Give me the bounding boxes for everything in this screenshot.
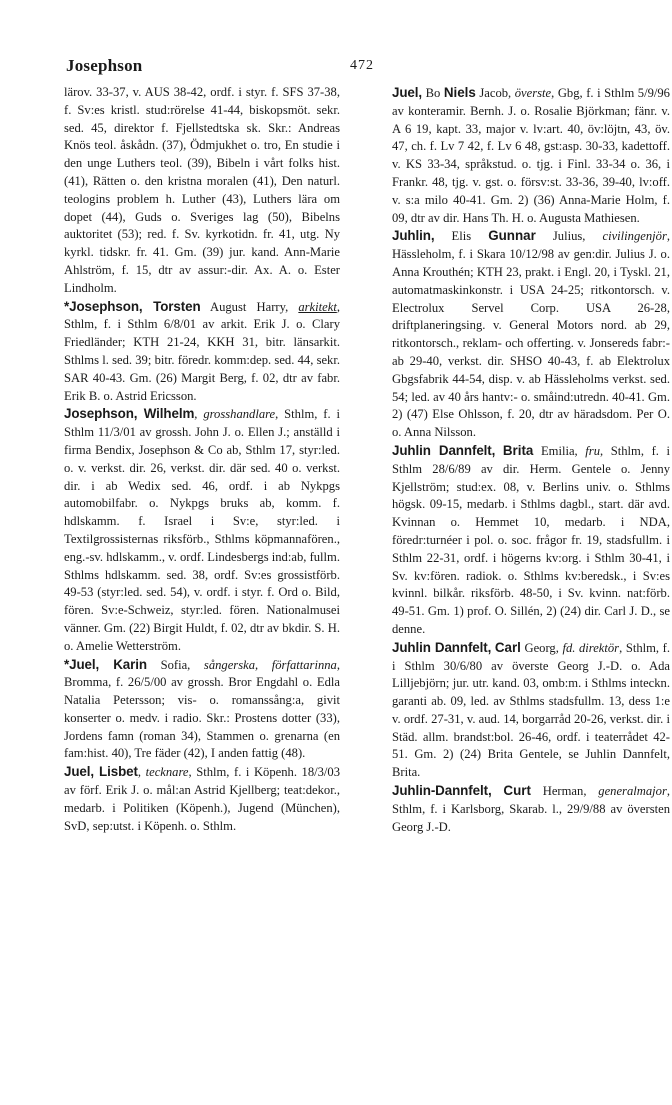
entry-juhlin-dannfelt-brita — [392, 442, 670, 639]
entry-name: Juhlin, — [392, 228, 435, 244]
entry-given-names: Sofia, — [146, 657, 204, 672]
entry-given-names: Herman, — [530, 784, 599, 799]
entry-text: , Sthlm, f. i Sthlm 11/3/01 av grossh. John J. o. Ellen J.; anställd i firma Bendix, Josephson & Co ab, Sthlm 17, styr:led. o. v. verkst. dir. 26, verkst. dir. där sed. 40 o. verkst. dir. i ab Wedix sed. 46, ordf. i ab Nykpgs automobilfabr. o. Nykpgs bruks ab, komm. f. hdlskamm. f. Israel i Sv:e, styr:led. i Textilgrossisternas riksförb., Sthlms köpmannafören., eng.-sv. hdlskamm., v. ordf. Lindesbergs ind:ab, fullm. Sthlms hdlskamm. sed. 38, ordf. Sv:es grossistförb. 49-53 (styr:led. sed. 54), v. ordf. i styr. f. Ord o. Bild, fören. Sv:e-Schweiz, styr:led. fören. Nationalmusei vänner. Gm. (22) Birgit Huldt, f. 02, dtr av bkdir. S. H. o. Amelie Wetterström. — [64, 407, 341, 653]
entry-given-plain — [495, 444, 503, 458]
entry-given-names: , — [137, 765, 146, 780]
entry-juel-karin — [64, 656, 340, 764]
entry-given-plain: Bo — [422, 86, 444, 100]
entry-occupation: tecknare — [145, 765, 189, 780]
entry-occupation: fd. direktör — [562, 640, 620, 655]
entry-given-plain: Elis — [434, 229, 489, 244]
entry-josephson-torsten — [64, 298, 340, 406]
entry-given-bold: Curt — [503, 783, 531, 799]
left-column — [64, 84, 340, 835]
entry-name: Juhlin-Dannfelt, — [392, 783, 492, 799]
page-number: 472 — [350, 58, 374, 73]
entry-occupation: grosshandlare — [203, 407, 276, 422]
entry-given-names: , — [194, 407, 204, 422]
entry-continuation — [64, 84, 340, 298]
entry-juel-niels — [392, 84, 670, 227]
entry-text: , Gbg, f. i Sthlm 5/9/96 av konteramir. Bernh. J. o. Rosalie Björkman; fänr. v. A 6 19, kapt. 33, major v. lv:art. 40, öv:löjtn, 43, öv. 47, ch. f. Lv 7 42, f. Lv 6 48, gst:asp. 30-33, kadettoff. v. KS 33-34, språkstud. o. tjg. i Finl. 33-34 o. 36, i Frankr. 48, tjg. v. gst. o. försv:st. 33-36, 39-40, lv:off. v. s:a milo 40-41. Gm. 2) (36) Anna-Marie Holm, f. 09, dtr av dir. Hans Th. H. o. Augusta Mathiesen. — [392, 86, 670, 225]
entry-text: , Sthlm, f. i Karlsborg, Skarab. l., 29/9/88 av översten Georg J.-D. — [392, 784, 670, 834]
entry-given-names: Emilia, — [533, 443, 586, 458]
entry-juel-lisbet — [64, 763, 340, 835]
entry-text: , Sthlm, f. i Köpenh. 18/3/03 av förf. Erik J. o. mål:an Astrid Kjellberg; teat:dekor., medarb. i Politiken (Köpenh.), Jugend (München), SvD, sep:utst. i Köpenh. o. Sthlm. — [64, 765, 341, 833]
entry-occupation: generalmajor — [598, 784, 667, 799]
entry-name: Josephson, Wilhelm — [64, 406, 195, 422]
entry-text: , Sthlm, f. i Sthlm 28/6/89 av dir. Herm. Gentele o. Jenny Kjellström; stud:ex. 08, v. Berlins univ. o. Sthlms högsk. 09-15, medarb. i Sthlms dagbl., start. där avd. Kvinnan o. Hemmet 10, medarb. i NDA, föredr:turnéer i pol. o. soc. frågor fr. 19, stadsfullm. i Sthlm 22-31, ordf. i högerns kv:org. i Sthlm 30-41, i Sv. kv:fören. radiok. o. Sthlms kv:beredsk., i Sv:es kvinnl. bilkår. riksförb. 48-50, i Sv. kvinn. nat:förb. 49-51. Gm. 1) prof. O. Sillén, 2) (24) dir. Carl J. D., se denne. — [392, 443, 670, 636]
entry-name: Juel, — [392, 85, 423, 100]
entry-given-bold: Gunnar — [488, 228, 536, 244]
entry-given-bold: Carl — [494, 639, 521, 655]
entry-name: *Juel, Karin — [64, 656, 147, 672]
entry-occupation: arkitekt — [298, 299, 337, 314]
entry-josephson-wilhelm — [64, 405, 340, 655]
entry-occupation: överste — [514, 86, 552, 100]
entry-name: *Josephson, Torsten — [64, 298, 201, 314]
entry-given-names: Georg, — [520, 640, 563, 655]
entry-given-bold: Brita — [502, 442, 534, 458]
entry-text: , Hässleholm, f. i Skara 10/12/98 av gen:dir. Julius J. o. Anna Krouthén; KTH 23, prakt. i Engl. 20, i Tyskl. 21, automatmaskinkonstr. i USA 24-25; ritkontorsch. v. Electrolux Servel Corp. USA 26-28, driftplaneringsing. v. General Motors nord. ab 29, ritkontorsch., reklam- och offerting. v. Jonsereds fabr:-ab 29-40, verkst. dir. SHSO 40-43, f. ab Elektrolux Gbgsfabrik 44-54, disp. v. ab Hässleholms verkst. sed. 54; led. av 40 års hantv:- o. småind:utredn. 40-41. Gm. 2) (47) Else Ohlsson, f. 20, dtr av häradsdom. Per O. o. Anna Nilsson. — [392, 229, 671, 440]
entry-text: lärov. 33-37, v. AUS 38-42, ordf. i styr. f. SFS 37-38, f. Sv:es kristl. stud:rörelse 41-44, biskopsmöt. sekr. sed. 45, direktor f. Fjellstedtska sk. Skr.: Andreas Knös teol. åskådn. (37), Ödmjukhet o. tro, En studie i den unge Luthers teol. (39), Bibeln i vårt folks hist. (41), Rätten o. den kristna moralen (41), Den naturl. teologins problem h. Luther (43), Luthers lära om dopet (44), Guds o. Sveriges lag (50), Bibelns auktoritet (53); red. f. Sv. kyrkotidn. fr. 41, utg. Ny kyrkl. tidskr. fr. 41. Gm. (39) jur. kand. Ann-Marie Ahlström, f. 15, dtr av assur:-dir. Ax. A. o. Ester Lindholm. — [64, 85, 340, 295]
entry-occupation: fru — [585, 443, 600, 458]
entry-occupation: civilingenjör — [602, 229, 667, 244]
entry-given-names: Jacob, — [475, 86, 515, 100]
entry-text: , Bromma, f. 26/5/00 av grossh. Bror Engdahl o. Edla Natalia Petersson; vis- o. romanssång:a, givit konserter o. medv. i radio. Skr.: Prostens dotter (33), Jordens famn (roman 34), Stammen o. grenarna (en fam:hist. 40), Tre fäder (42), I anden fattig (48). — [64, 657, 340, 761]
running-head-surname: Josephson — [66, 56, 143, 75]
entry-text: , Sthlm, f. i Sthlm 30/6/80 av överste Georg J.-D. o. Ada Lilljebjörn; jur. utr. kand. 03, omb:m. i Sthlms inteckn. garanti ab. 09, led. av Sthlms stadsfullm. 13, dess 1:e v. ordf. 27-31, v. aud. 14, borgarråd 20-26, verkst. dir. i Städ. allm. brandst:bol. 26-46, ordf. i teaterrådet 42-51. Gm. 2) (24) Brita Gentele, se Juhlin Dannfelt, Brita. — [392, 640, 670, 780]
right-column — [392, 84, 670, 836]
entry-name: Juhlin Dannfelt, — [392, 442, 496, 458]
entry-given-plain — [492, 784, 504, 798]
entry-juhlin-dannfelt-carl — [392, 639, 670, 782]
entry-name: Juel, Lisbet — [64, 764, 138, 780]
entry-given-names: August Harry, — [200, 299, 299, 314]
entry-given-bold: Niels — [443, 85, 476, 100]
entry-name: Juhlin Dannfelt, — [392, 639, 492, 655]
entry-juhlin-dannfelt-curt — [392, 782, 670, 836]
entry-juhlin-gunnar — [392, 227, 670, 442]
entry-text: , Sthlm, f. i Sthlm 6/8/01 av arkit. Erik J. o. Clary Friedländer; KTH 21-24, KKH 31, bitr. länsarkit. Sthlms l. sed. 39; bitr. föredr. komm:dep. sed. 44, sekr. SAR 40-43. Gm. (26) Margit Berg, f. 02, dtr av fabr. Erik B. o. Astrid Ericsson. — [64, 299, 340, 403]
entry-occupation: sångerska, författarinna — [203, 657, 337, 672]
entry-given-names: Julius, — [535, 229, 603, 244]
